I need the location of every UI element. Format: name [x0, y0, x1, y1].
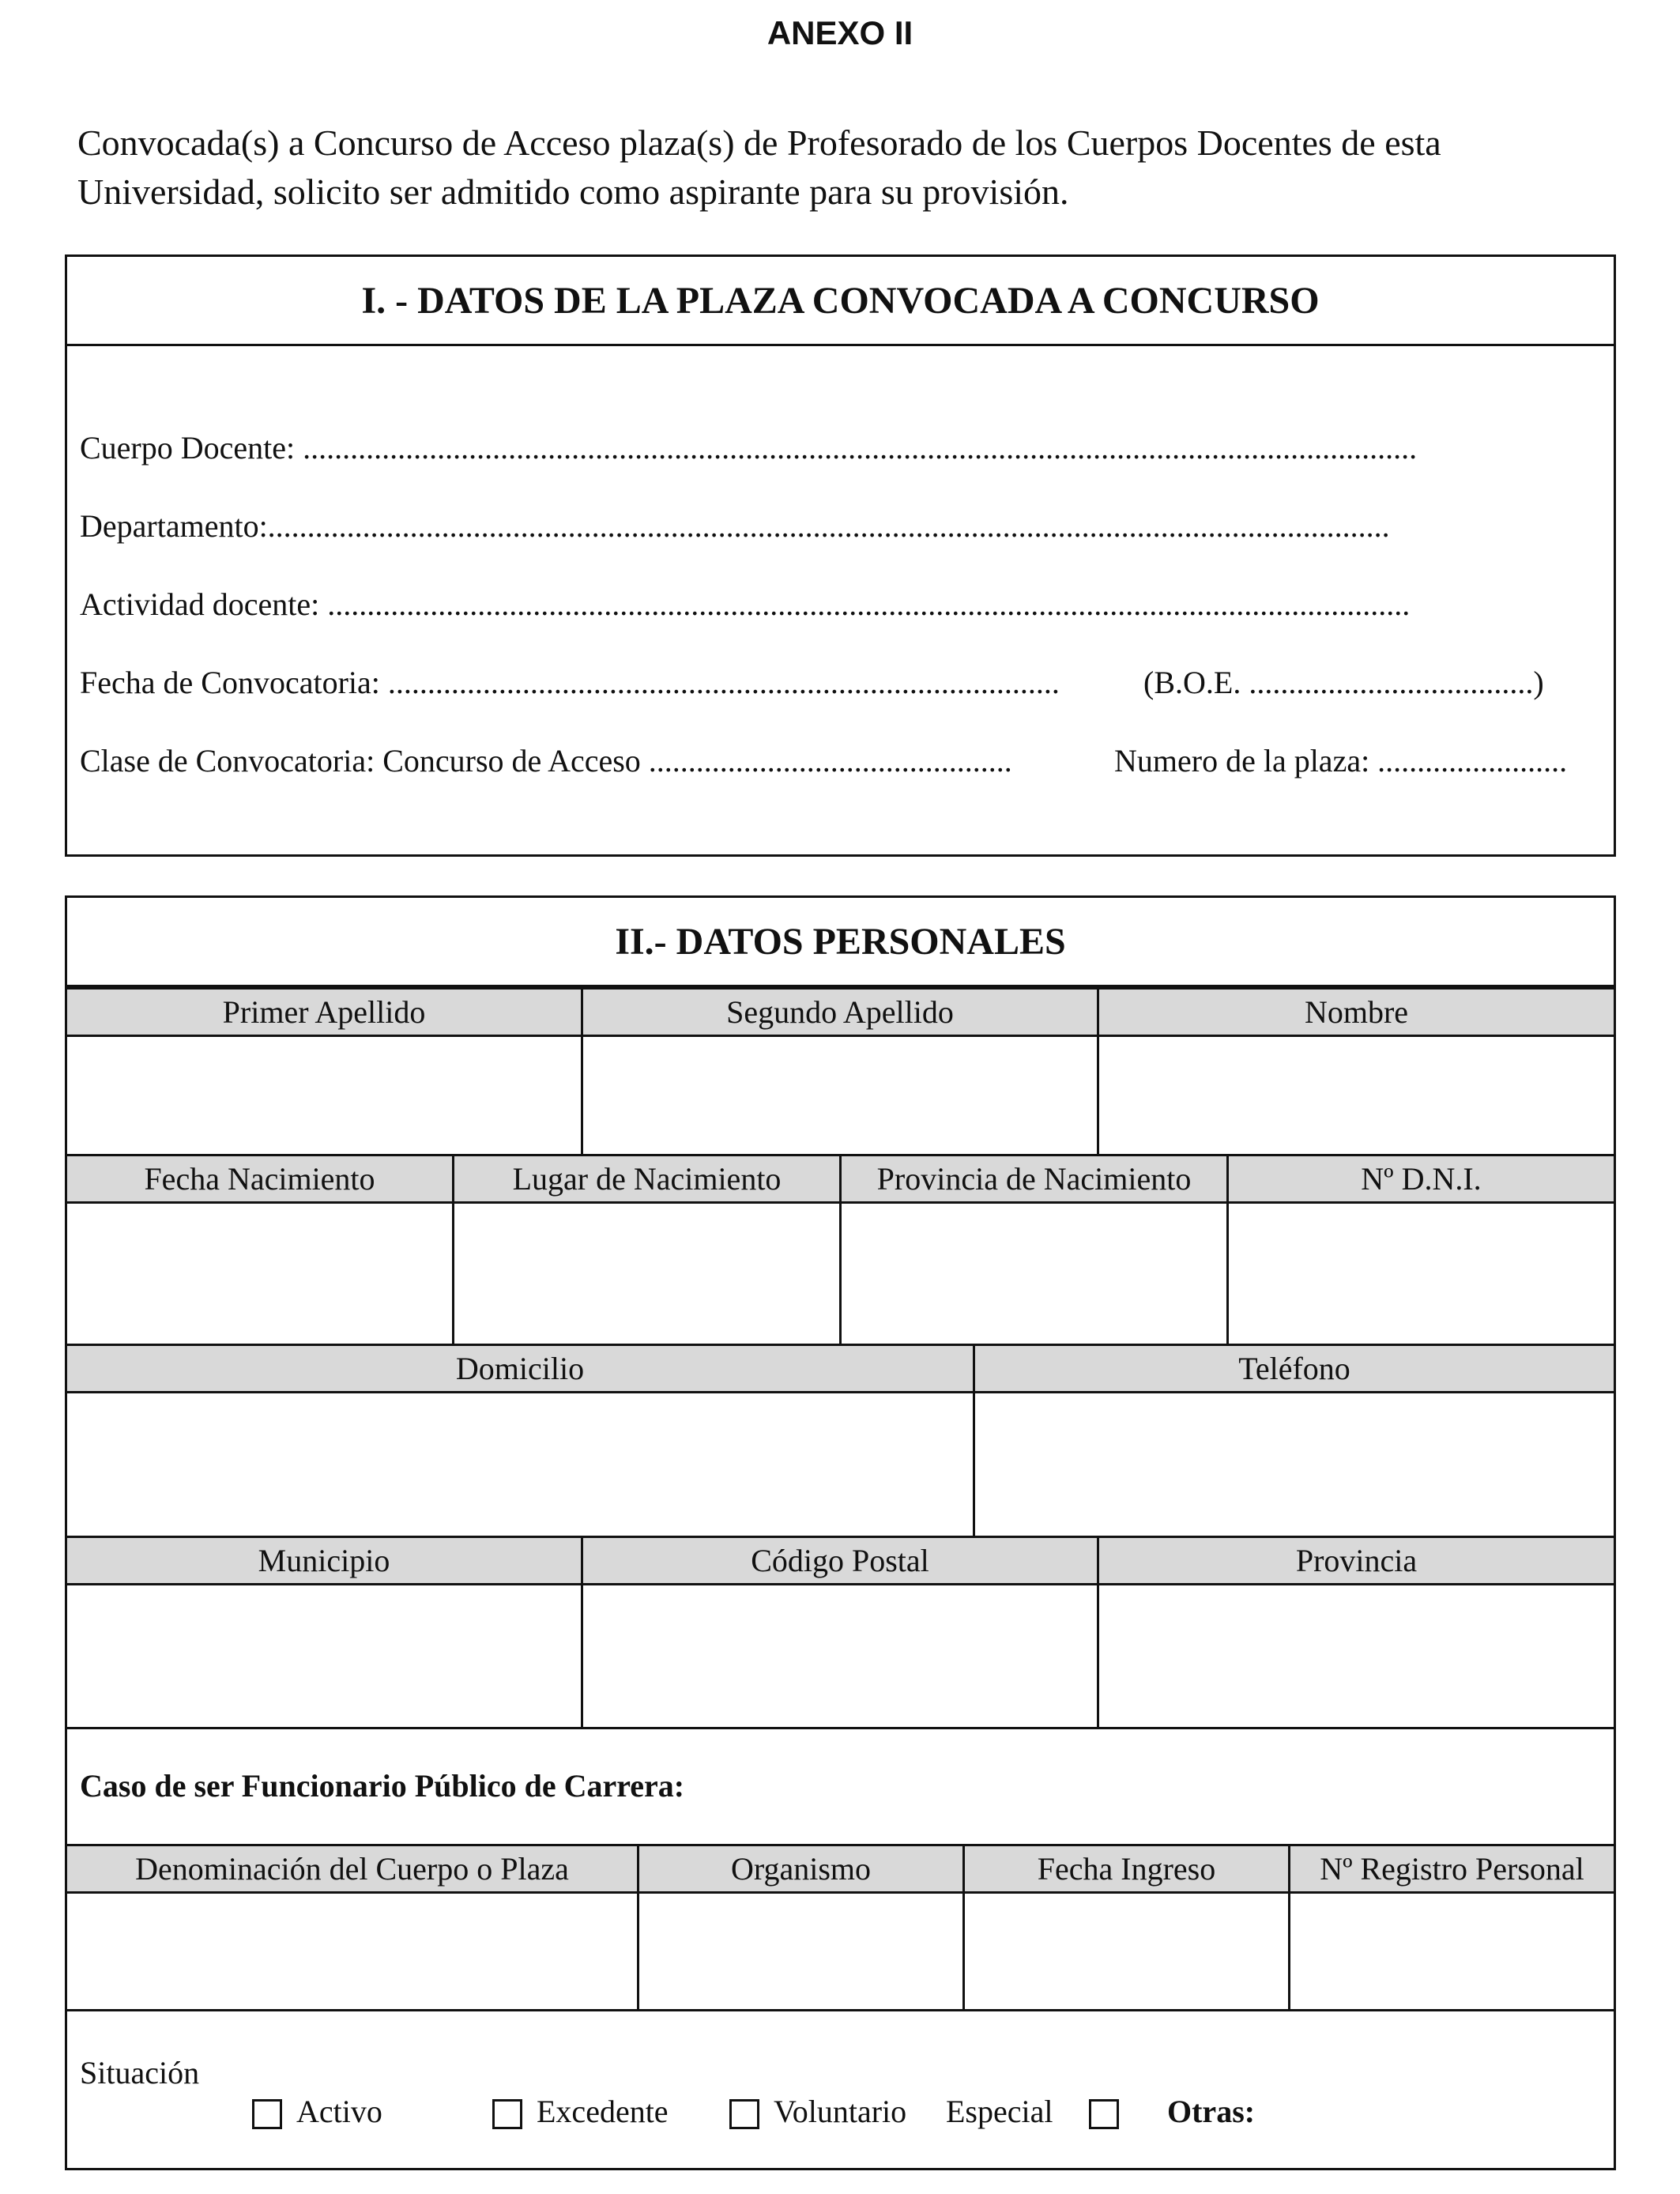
organismo-input[interactable]	[639, 1894, 965, 2010]
voluntario-checkbox[interactable]	[729, 2099, 759, 2129]
divider	[67, 2009, 1614, 2011]
lugar-nacimiento-input[interactable]	[454, 1204, 842, 1344]
fecha-nacimiento-input[interactable]	[67, 1204, 454, 1344]
col-segundo-apellido: Segundo Apellido	[583, 990, 1099, 1035]
intro-line-2: Universidad, solicito ser admitido como aspirante para su provisión.	[77, 172, 1069, 212]
header-row-funcionario	[67, 1844, 1614, 1894]
section-personal	[65, 895, 1616, 2170]
col-telefono: Teléfono	[1238, 1351, 1350, 1386]
col-codigo-postal: Código Postal	[583, 1538, 1099, 1583]
entry-row-birth	[67, 1204, 1614, 1344]
divider	[67, 1727, 1614, 1729]
col-fecha-nacimiento: Fecha Nacimiento	[67, 1156, 454, 1201]
clase-convocatoria-field[interactable]: Clase de Convocatoria: Concurso de Acceso ..............................................	[80, 743, 1012, 778]
provincia-input[interactable]	[1099, 1585, 1614, 1728]
col-denominacion: Denominación del Cuerpo o Plaza	[67, 1846, 639, 1891]
section-plaza	[65, 254, 1616, 857]
denominacion-input[interactable]	[67, 1894, 639, 2010]
dni-input[interactable]	[1229, 1204, 1614, 1344]
numero-plaza-field[interactable]: Numero de la plaza: ........................	[1114, 743, 1568, 778]
col-nombre: Nombre	[1304, 994, 1409, 1030]
especial-checkbox[interactable]	[1089, 2099, 1119, 2129]
cuerpo-docente-field[interactable]: Cuerpo Docente: .............................................................................................................................................	[80, 430, 1418, 466]
entry-row-funcionario	[67, 1894, 1614, 2010]
annex-title: ANEXO II	[767, 14, 913, 51]
excedente-checkbox[interactable]	[492, 2099, 522, 2129]
otras-label: Otras:	[1167, 2094, 1256, 2129]
col-organismo: Organismo	[639, 1846, 965, 1891]
entry-row-address	[67, 1393, 1614, 1536]
entry-row-location	[67, 1585, 1614, 1728]
col-lugar-nacimiento: Lugar de Nacimiento	[454, 1156, 842, 1201]
col-registro-personal: Nº Registro Personal	[1320, 1851, 1584, 1887]
codigo-postal-input[interactable]	[583, 1585, 1099, 1728]
col-provincia: Provincia	[1295, 1543, 1418, 1578]
actividad-docente-field[interactable]: Actividad docente: .........................................................................................................................................	[80, 586, 1411, 622]
intro-line-1: Convocada(s) a Concurso de Acceso plaza(s) de Profesorado de los Cuerpos Docentes de esta	[77, 123, 1441, 163]
col-primer-apellido: Primer Apellido	[67, 990, 583, 1035]
primer-apellido-input[interactable]	[67, 1037, 583, 1154]
col-fecha-ingreso: Fecha Ingreso	[965, 1846, 1290, 1891]
col-dni: Nº D.N.I.	[1361, 1161, 1482, 1197]
nombre-input[interactable]	[1099, 1037, 1614, 1154]
activo-label: Activo	[296, 2094, 382, 2129]
fecha-convocatoria-field[interactable]: Fecha de Convocatoria: .....................................................................................	[80, 665, 1060, 700]
situacion-label: Situación	[80, 2055, 200, 2090]
registro-personal-input[interactable]	[1290, 1894, 1614, 2010]
telefono-input[interactable]	[975, 1393, 1614, 1536]
col-municipio: Municipio	[67, 1538, 583, 1583]
header-row-names	[67, 987, 1614, 1037]
segundo-apellido-input[interactable]	[583, 1037, 1099, 1154]
header-row-birth	[67, 1154, 1614, 1204]
especial-label: Especial	[946, 2094, 1053, 2129]
header-row-location	[67, 1536, 1614, 1585]
funcionario-heading: Caso de ser Funcionario Público de Carrera:	[80, 1768, 685, 1804]
domicilio-input[interactable]	[67, 1393, 975, 1536]
intro-text	[77, 119, 1626, 217]
entry-row-names	[67, 1037, 1614, 1154]
col-provincia-nacimiento: Provincia de Nacimiento	[842, 1156, 1229, 1201]
header-row-address	[67, 1344, 1614, 1393]
provincia-nacimiento-input[interactable]	[842, 1204, 1229, 1344]
excedente-label: Excedente	[537, 2094, 669, 2129]
municipio-input[interactable]	[67, 1585, 583, 1728]
section-personal-title: II.- DATOS PERSONALES	[67, 898, 1614, 987]
departamento-field[interactable]: Departamento:..............................................................................................................................................	[80, 508, 1390, 544]
activo-checkbox[interactable]	[252, 2099, 282, 2129]
section-plaza-title: I. - DATOS DE LA PLAZA CONVOCADA A CONCURSO	[67, 257, 1614, 346]
fecha-ingreso-input[interactable]	[965, 1894, 1290, 2010]
col-domicilio: Domicilio	[67, 1346, 975, 1391]
boe-field[interactable]: (B.O.E. ....................................)	[1143, 665, 1544, 700]
voluntario-label: Voluntario	[774, 2094, 907, 2129]
